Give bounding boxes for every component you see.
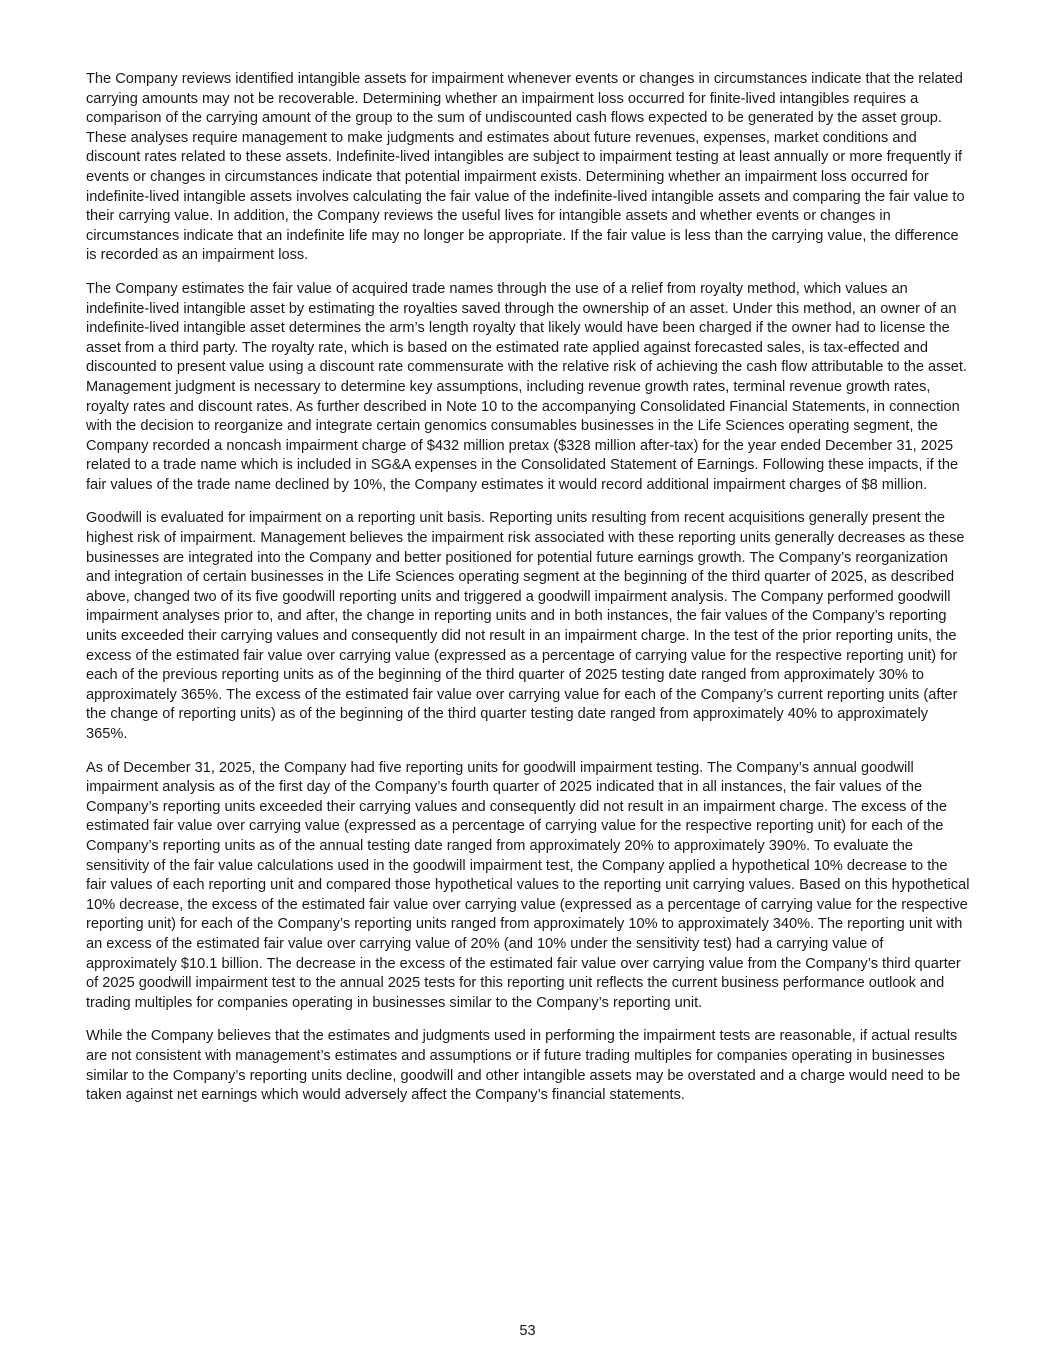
paragraph-estimates-caveat: While the Company believes that the estimates and judgments used in performing the impairment tests are reasonable, if actual results are not consistent with management’s estimates and assumptions or if future trading multiples for companies operating in businesses similar to the Company’s reporting units decline, goodwill and other intangible assets may be overstated and a charge would need to be taken against net earnings which would adversely affect the Company’s financial statements. bbox=[86, 1028, 961, 1104]
paragraph-annual-goodwill-test: As of December 31, 2025, the Company had five reporting units for goodwill impairment testing. The Company’s annual goodwill impairment analysis as of the first day of the Company’s fourth quarter of 2025 indicated that in all instances, the fair values of the Company’s reporting units exceeded their carrying values and consequently did not result in an impairment charge. The excess of the estimated fair value over carrying value (expressed as a percentage of carrying value for the respective reporting unit) for each of the Company’s reporting units as of the annual testing date ranged from approximately 20% to approximately 390%. To evaluate the sensitivity of the fair value calculations used in the goodwill impairment test, the Company applied a hypothetical 10% decrease to the fair values of each reporting unit and compared those hypothetical values to the reporting unit carrying values. Based on this hypothetical 10% decrease, the excess of the estimated fair value over carrying value (expressed as a percentage of carrying value for the respective reporting unit) for each of the Company’s reporting units ranged from approximately 10% to approximately 340%. The reporting unit with an excess of the estimated fair value over carrying value of 20% (and 10% under the sensitivity test) had a carrying value of approximately $10.1 billion. The decrease in the excess of the estimated fair value over carrying value from the Company’s third quarter of 2025 goodwill impairment test to the annual 2025 tests for this reporting unit reflects the current business performance outlook and trading multiples for companies operating in businesses similar to the Company’s reporting unit. bbox=[86, 759, 970, 1011]
paragraph-goodwill-reporting-units: Goodwill is evaluated for impairment on a reporting unit basis. Reporting units resulting from recent acquisitions generally present the highest risk of impairment. Management believes the impairment risk associated with these reporting units generally decreases as these businesses are integrated into the Company and better positioned for potential future earnings growth. The Company’s reorganization and integration of certain businesses in the Life Sciences operating segment at the beginning of the third quarter of 2025, as described above, changed two of its five goodwill reporting units and triggered a goodwill impairment analysis. The Company performed goodwill impairment analyses prior to, and after, the change in reporting units and in both instances, the fair values of the Company’s reporting units exceeded their carrying values and consequently did not result in an impairment charge. In the test of the prior reporting units, the excess of the estimated fair value over carrying value (expressed as a percentage of carrying value for the respective reporting unit) for each of the previous reporting units as of the beginning of the third quarter of 2025 testing date ranged from approximately 30% to approximately 365%. The excess of the estimated fair value over carrying value for each of the Company’s current reporting units (after the change of reporting units) as of the beginning of the third quarter testing date ranged from approximately 40% to approximately 365%. bbox=[86, 510, 965, 742]
paragraph-intangible-impairment: The Company reviews identified intangible assets for impairment whenever events or changes in circumstances indicate that the related carrying amounts may not be recoverable. Determining whether an impairment loss occurred for finite-lived intangibles requires a comparison of the carrying amount of the group to the sum of undiscounted cash flows expected to be generated by the asset group. These analyses require management to make judgments and estimates about future revenues, expenses, market conditions and discount rates related to these assets. Indefinite-lived intangibles are subject to impairment testing at least annually or more frequently if events or changes in circumstances indicate that potential impairment exists. Determining whether an impairment loss occurred for indefinite-lived intangible assets involves calculating the fair value of the indefinite-lived intangible assets and comparing the fair value to their carrying value. In addition, the Company reviews the useful lives for intangible assets and whether events or changes in circumstances indicate that an indefinite life may no longer be appropriate. If the fair value is less than the carrying value, the difference is recorded as an impairment loss. bbox=[86, 71, 965, 264]
page-number: 53 bbox=[519, 1323, 536, 1339]
paragraph-trade-names: The Company estimates the fair value of acquired trade names through the use of a relief from royalty method, which values an indefinite-lived intangible asset by estimating the royalties saved through the ownership of an asset. Under this method, an owner of an indefinite-lived intangible asset determines the arm’s length royalty that likely would have been charged if the owner had to license the asset from a third party. The royalty rate, which is based on the estimated rate applied against forecasted sales, is tax-effected and discounted to present value using a discount rate commensurate with the relative risk of achieving the cash flow attributable to the asset. Management judgment is necessary to determine key assumptions, including revenue growth rates, terminal revenue growth rates, royalty rates and discount rates. As further described in Note 10 to the accompanying Consolidated Financial Statements, in connection with the decision to reorganize and integrate certain genomics consumables businesses in the Life Sciences operating segment, the Company recorded a noncash impairment charge of $432 million pretax ($328 million after-tax) for the year ended December 31, 2025 related to a trade name which is included in SG&A expenses in the Consolidated Statement of Earnings. Following these impacts, if the fair values of the trade name declined by 10%, the Company estimates it would record additional impairment charges of $8 million. bbox=[86, 280, 967, 493]
document-body bbox=[86, 70, 970, 1120]
